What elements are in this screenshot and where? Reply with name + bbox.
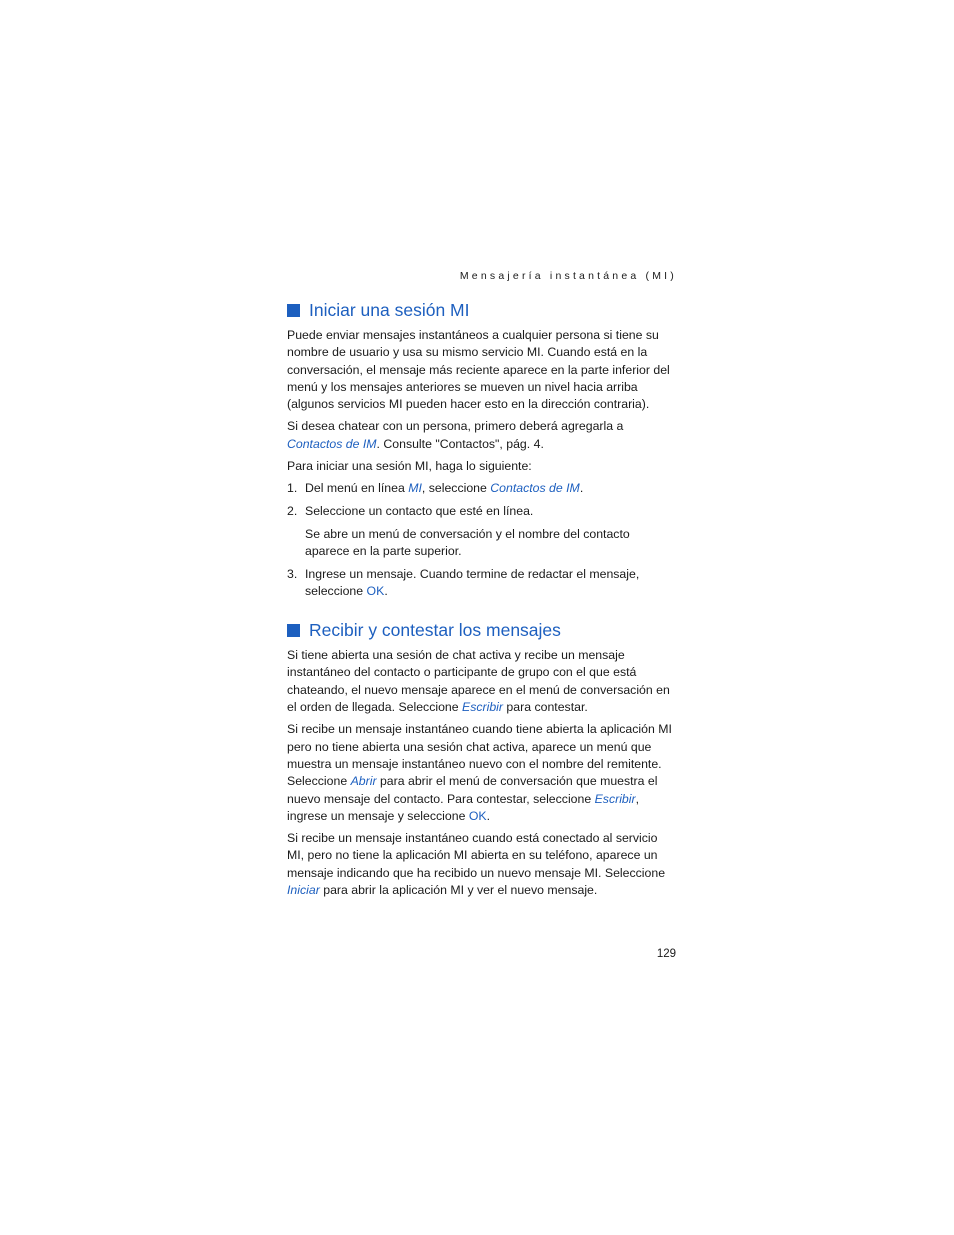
text: para abrir el menú de conversación que muestra el nuevo mensaje del contacto. Para contestar, seleccione xyxy=(287,774,658,806)
page-content xyxy=(287,270,677,904)
list-item xyxy=(287,566,677,601)
softkey-ok: OK xyxy=(468,808,487,823)
menu-link-escribir: Escribir xyxy=(594,791,636,806)
page-number: 129 xyxy=(656,948,676,960)
text: , seleccione xyxy=(421,481,491,496)
section-title-iniciar xyxy=(287,300,677,321)
section-bullet-icon xyxy=(287,624,300,637)
text: . xyxy=(579,481,584,496)
text: Si desea chatear con un persona, primero deberá agregarla a xyxy=(287,419,624,434)
running-head: Mensajería instantánea (MI) xyxy=(459,270,677,282)
section-title-text: Recibir y contestar los mensajes xyxy=(309,620,561,641)
menu-link-contactos-im: Contactos de IM xyxy=(490,481,580,496)
text: Si recibe un mensaje instantáneo cuando está conectado al servicio MI, pero no tiene la aplicación MI abierta en su teléfono, aparece un mensaje indicando que ha recibido un nuevo mensaje MI. Seleccione xyxy=(287,831,666,880)
text: Seleccione un contacto que esté en línea. xyxy=(305,503,534,518)
section-bullet-icon xyxy=(287,304,300,317)
text: Si tiene abierta una sesión de chat activa y recibe un mensaje instantáneo del contacto o participante de grupo con el que está chateando, el nuevo mensaje aparece en el menú de conversación en el orden de llegada. Seleccione xyxy=(287,648,670,715)
paragraph xyxy=(287,418,677,453)
menu-link-mi: MI xyxy=(408,481,422,496)
paragraph: Para iniciar una sesión MI, haga lo siguiente: xyxy=(287,459,532,474)
menu-link-contactos: Contactos de IM xyxy=(287,436,377,451)
step-number: 1. xyxy=(287,481,298,496)
text: . xyxy=(384,583,388,598)
steps-list xyxy=(287,480,677,600)
text: , ingrese un mensaje y seleccione xyxy=(287,791,640,823)
section-title-text: Iniciar una sesión MI xyxy=(309,300,470,320)
list-item xyxy=(287,503,677,561)
paragraph xyxy=(287,721,677,825)
text: para contestar. xyxy=(503,700,588,715)
menu-link-escribir: Escribir xyxy=(462,700,504,715)
step-number: 2. xyxy=(287,503,298,518)
softkey-ok: OK xyxy=(366,583,385,598)
menu-link-abrir: Abrir xyxy=(350,774,377,789)
section-title-recibir xyxy=(287,620,677,641)
paragraph xyxy=(287,647,677,716)
step-note: Se abre un menú de conversación y el nombre del contacto aparece en la parte superior. xyxy=(305,526,630,559)
text: Ingrese un mensaje. Cuando termine de redactar el mensaje, seleccione xyxy=(305,566,640,598)
paragraph: Puede enviar mensajes instantáneos a cualquier persona si tiene su nombre de usuario y usa su mismo servicio MI. Cuando está en la conversación, el mensaje más reciente aparece en la parte inferior del menú y los mensajes anteriores se mueven un nivel hacia arriba (algunos servicios MI pueden hacer esto en la dirección contraria). xyxy=(287,328,670,412)
menu-link-iniciar: Iniciar xyxy=(287,883,320,898)
text: Del menú en línea xyxy=(305,481,409,496)
text: . Consulte "Contactos", pág. 4. xyxy=(376,436,544,451)
text: para abrir la aplicación MI y ver el nuevo mensaje. xyxy=(319,883,598,898)
step-number: 3. xyxy=(287,566,298,581)
text: Si recibe un mensaje instantáneo cuando tiene abierta la aplicación MI pero no tiene abierta una sesión chat activa, aparece un menú que muestra un mensaje instantáneo nuevo con el nombre del remitente. Seleccione xyxy=(287,722,672,789)
paragraph xyxy=(287,830,677,899)
text: . xyxy=(486,808,491,823)
list-item xyxy=(287,480,677,497)
